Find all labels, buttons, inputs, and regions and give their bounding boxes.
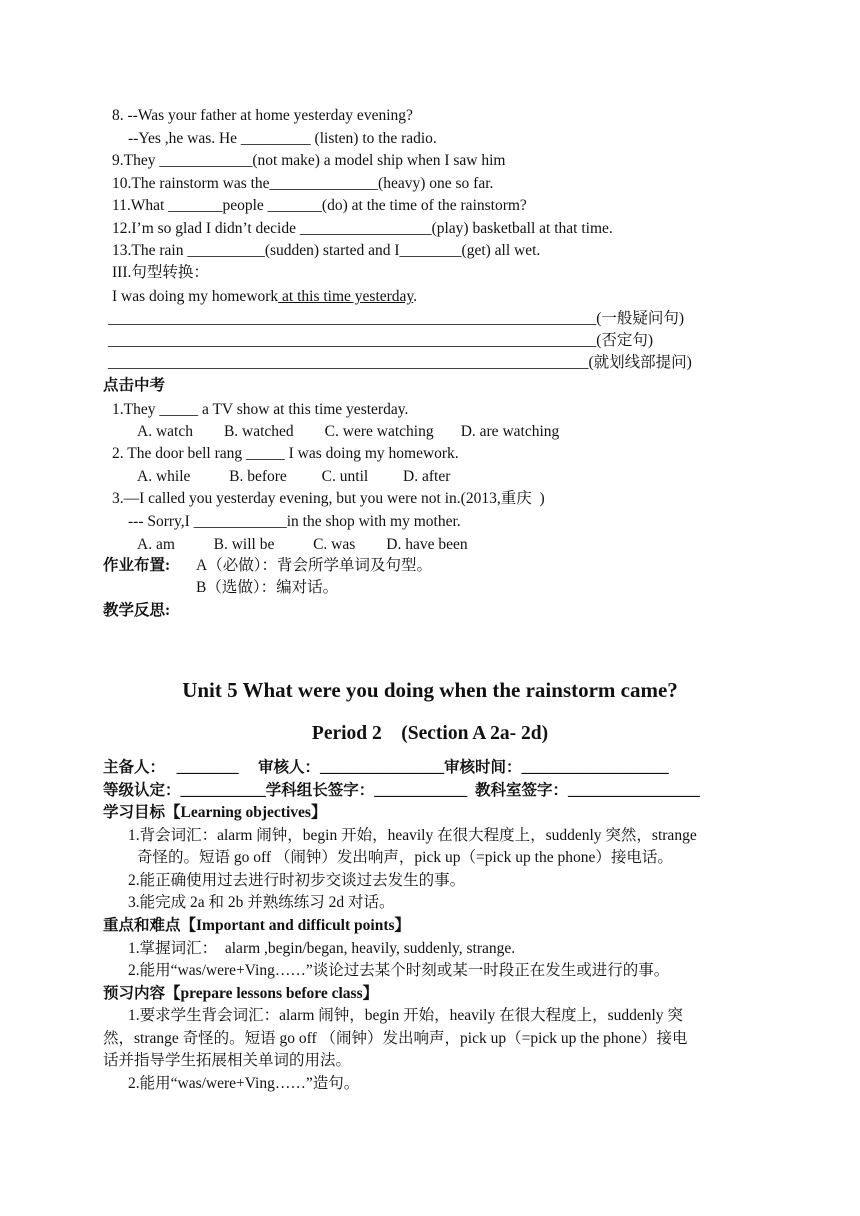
exercise-10: 10.The rainstorm was the______________(heavy) one so far. — [112, 175, 494, 192]
exam-question-2: 2. The door bell rang _____ I was doing my homework. — [112, 445, 459, 462]
exercise-8a: 8. --Was your father at home yesterday evening? — [112, 107, 413, 124]
objectives-item-3: 3.能完成 2a 和 2b 并熟练练习 2d 对话。 — [128, 894, 395, 911]
prepare-item-1a: 1.要求学生背会词汇：alarm 闹钟，begin 开始，heavily 在很大程度上，suddenly 突 — [128, 1007, 683, 1024]
homework-b: B（选做）：编对话。 — [196, 579, 339, 596]
difficult-heading: 重点和难点【Important and difficult points】 — [103, 917, 411, 934]
objectives-item-2: 2.能正确使用过去进行时初步交谈过去发生的事。 — [128, 872, 466, 889]
difficult-item-1: 1.掌握词汇： alarm ,begin/began, heavily, suddenly, strange. — [128, 940, 516, 957]
reflection-label: 教学反思: — [103, 602, 171, 619]
period-title: Period 2 (Section A 2a- 2d) — [311, 723, 549, 744]
exam-question-1: 1.They _____ a TV show at this time yesterday. — [112, 401, 409, 418]
exercise-12: 12.I’m so glad I didn’t decide _________________(play) basketball at that time. — [112, 220, 613, 237]
roles-line-2: 等级认定：___________学科组长签字：____________ 教科室签字：_________________ — [103, 782, 700, 799]
exam-options-3: A. am B. will be C. was D. have been — [137, 536, 468, 553]
sentence-text: I was doing my homework — [112, 288, 279, 305]
difficult-item-2: 2.能用“was/were+Ving……”谈论过去某个时刻或某一时段正在发生或进行的事。 — [128, 962, 670, 979]
transform-sentence — [112, 287, 417, 307]
transform-heading: III.句型转换： — [112, 264, 209, 281]
objectives-item-1b: 奇怪的。短语 go off （闹钟）发出响声，pick up（=pick up the phone）接电话。 — [137, 849, 673, 866]
objectives-heading: 学习目标【Learning objectives】 — [103, 804, 327, 821]
underlined-phrase: at this time yesterday — [278, 288, 414, 305]
objectives-item-1a: 1.背会词汇：alarm 闹钟，begin 开始，heavily 在很大程度上，suddenly 突然，strange — [128, 827, 697, 844]
exercise-13: 13.The rain __________(sudden) started and I________(get) all wet. — [112, 242, 541, 259]
prepare-item-1b: 然，strange 奇怪的。短语 go off （闹钟）发出响声，pick up（=pick up the phone）接电 — [103, 1030, 688, 1047]
prepare-item-1c: 话并指导学生拓展相关单词的用法。 — [103, 1052, 352, 1069]
prepare-heading: 预习内容【prepare lessons before class】 — [103, 985, 379, 1002]
transform-line-negative: _______________________________________________________________(否定句) — [108, 332, 654, 349]
sentence-end: . — [413, 288, 418, 305]
exam-heading: 点击中考 — [103, 377, 166, 394]
exam-question-3b: --- Sorry,I ____________in the shop with my mother. — [128, 513, 461, 530]
exam-options-1: A. watch B. watched C. were watching D. are watching — [137, 423, 560, 440]
roles-line-1: 主备人： ________ 审核人：________________审核时间：___________________ — [103, 759, 669, 776]
exam-question-3: 3.—I called you yesterday evening, but you were not in.(2013,重庆 ) — [112, 490, 545, 507]
prepare-item-2: 2.能用“was/were+Ving……”造句。 — [128, 1075, 360, 1092]
exercise-9: 9.They ____________(not make) a model ship when I saw him — [112, 152, 506, 169]
transform-line-wh: ______________________________________________________________(就划线部提问) — [108, 354, 692, 371]
exercise-8b: --Yes ,he was. He _________ (listen) to the radio. — [128, 130, 437, 147]
exam-options-2: A. while B. before C. until D. after — [137, 468, 451, 485]
transform-line-question: _______________________________________________________________(一般疑问句) — [108, 310, 685, 327]
unit-title: Unit 5 What were you doing when the rainstorm came? — [182, 678, 678, 702]
homework-a: A（必做）：背会所学单词及句型。 — [196, 557, 432, 574]
exercise-11: 11.What _______people _______(do) at the time of the rainstorm? — [112, 197, 527, 214]
homework-label: 作业布置: — [103, 557, 171, 574]
